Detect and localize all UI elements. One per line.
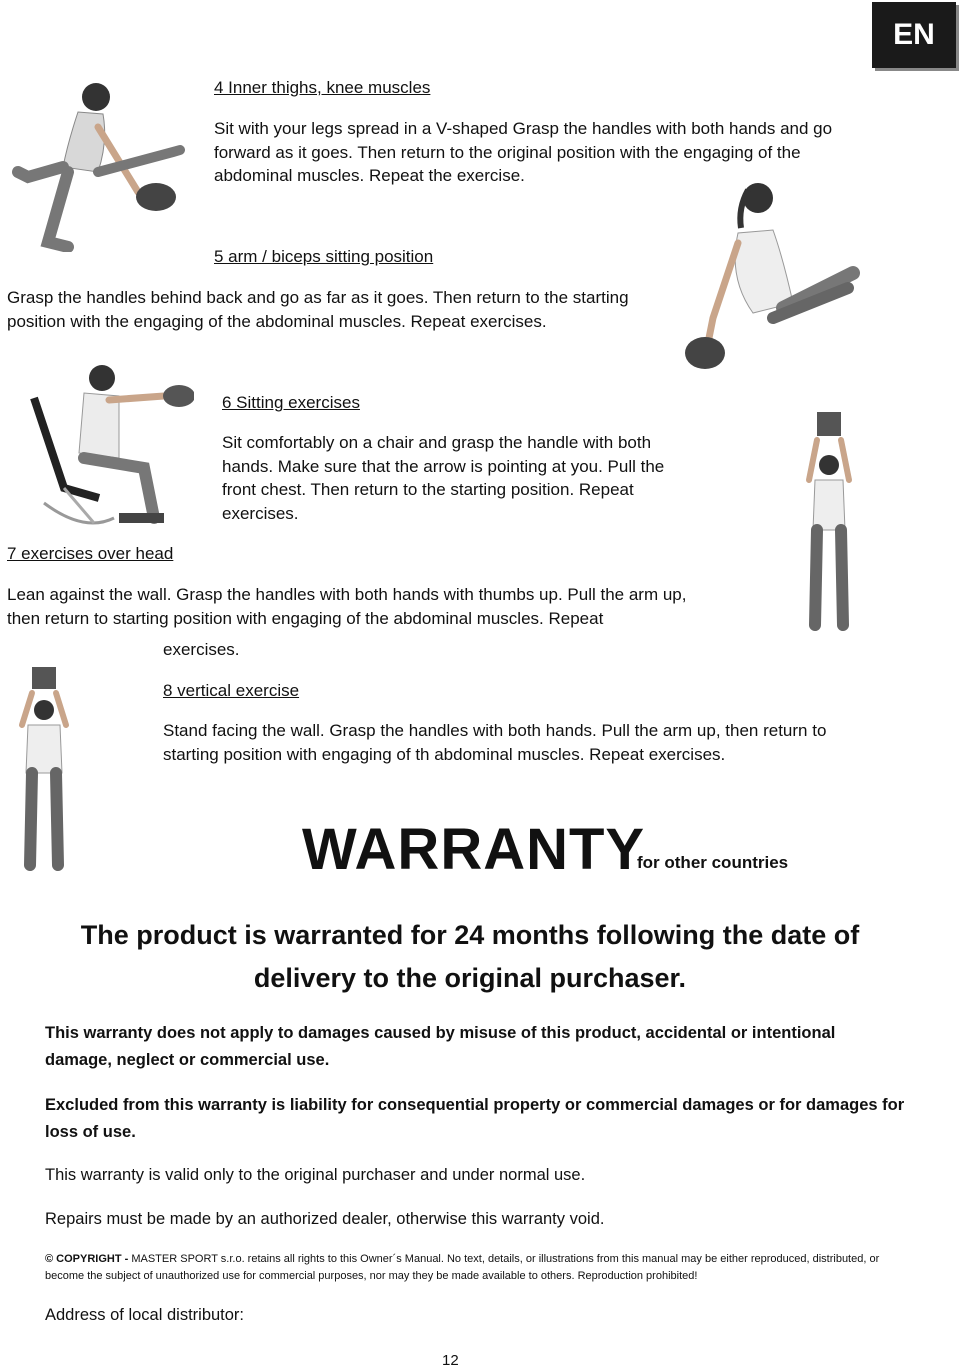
exercise-4-illustration [8,72,193,252]
warranty-subtitle: for other countries [637,853,789,872]
exercise-8-illustration [10,665,80,875]
exercise-7-illustration [795,410,865,640]
address-label: Address of local distributor: [45,1306,245,1324]
copyright-text: MASTER SPORT s.r.o. retains all rights to this Owner´s Manual. No text, details, or illustrations from this manual may be either reproduced, distributed, or become the subject of unauthorized use for commercial purposes, nor may they be made available to others. Reproduction prohibited! [45,1253,880,1282]
exercise-5-illustration [683,168,868,386]
exercise-6-illustration [24,358,194,538]
exercise-6-title: 6 Sitting exercises [222,393,360,412]
warranty-para-1: This warranty does not apply to damages caused by misuse of this product, accidental or intentional damage, neglect or commercial use. [45,1024,836,1069]
language-badge: EN [872,2,956,68]
exercise-7-text-cont: exercises. [163,640,240,659]
exercise-6-text: Sit comfortably on a chair and grasp the handle with both hands. Make sure that the arrow is pointing at you. Pull the front chest. Then return to the starting position. Repeat exercises. [222,433,665,523]
warranty-headline: The product is warranted for 24 months following the date of delivery to the original purchaser. [80,920,860,993]
copyright-notice [45,1251,905,1285]
exercise-7-text: Lean against the wall. Grasp the handles with both hands with thumbs up. Pull the arm up, then return to starting position with engaging of the abdominal muscles. Repeat [7,585,687,628]
exercise-8-title: 8 vertical exercise [163,681,300,700]
warranty-title: WARRANTY [302,817,646,882]
exercise-4-text: Sit with your legs spread in a V-shaped Grasp the handles with both hands and go forward as it goes. Then return to the original position with the engaging of the abdominal muscles. Repeat the exercise. [214,119,833,185]
copyright-label: © COPYRIGHT - [45,1253,129,1265]
exercise-8-text: Stand facing the wall. Grasp the handles with both hands. Pull the arm up, then return to starting position with engaging of th abdominal muscles. Repeat exercises. [163,721,827,764]
exercise-5-text: Grasp the handles behind back and go as far as it goes. Then return to the starting position with the engaging of the abdominal muscles. Repeat exercises. [7,288,629,331]
exercise-7-title: 7 exercises over head [7,544,174,563]
exercise-4-title: 4 Inner thighs, knee muscles [214,78,431,97]
warranty-para-2: Excluded from this warranty is liability for consequential property or commercial damages or for damages for loss of use. [45,1096,905,1141]
exercise-5-title: 5 arm / biceps sitting position [214,247,434,266]
page-number: 12 [442,1352,459,1369]
warranty-para-3: This warranty is valid only to the original purchaser and under normal use. [45,1166,586,1184]
warranty-para-4: Repairs must be made by an authorized dealer, otherwise this warranty void. [45,1210,605,1228]
